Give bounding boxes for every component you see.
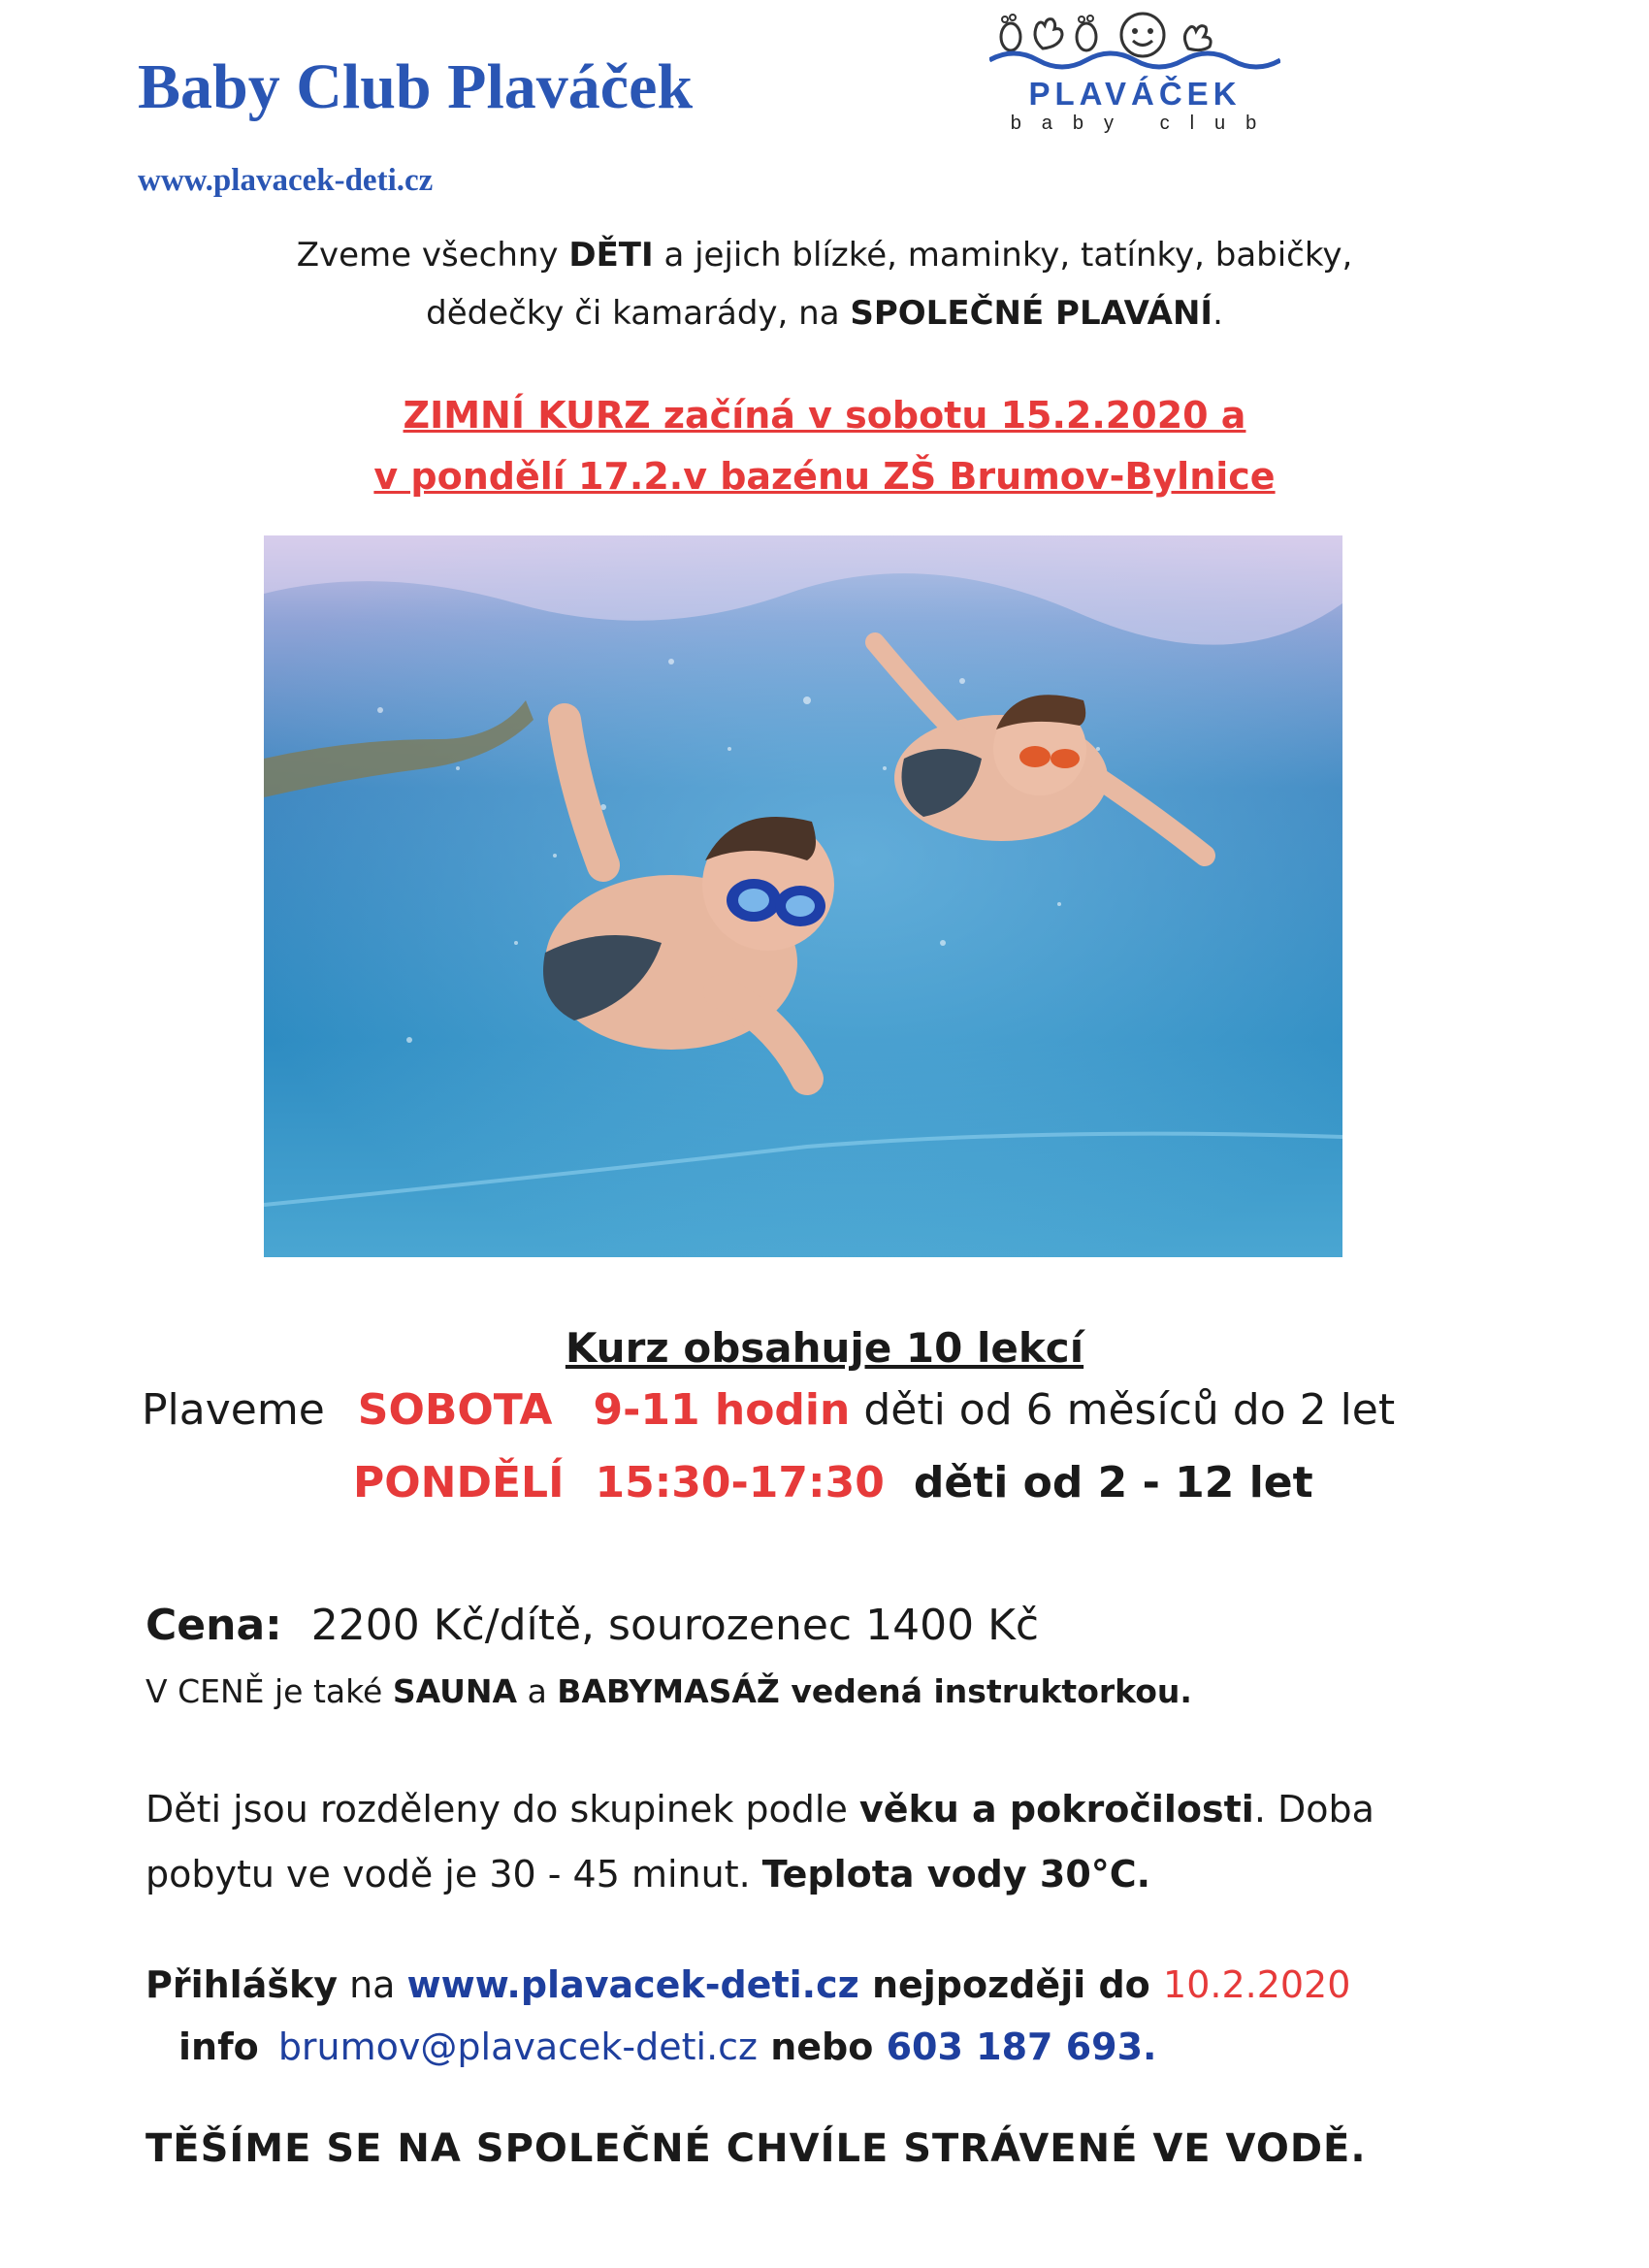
plavacek-logo [989, 10, 1280, 141]
invite-text: Zveme všechny [296, 236, 569, 275]
includes-text: a [517, 1672, 558, 1710]
includes-text: vedená instruktorkou. [779, 1672, 1192, 1710]
includes-massage: BABYMASÁŽ [557, 1672, 780, 1710]
info-label: info [178, 2025, 259, 2068]
contact-text: nebo [758, 2025, 887, 2068]
invite-text: a jejich blízké, maminky, tatínky, babičky, [653, 236, 1353, 275]
price-line [146, 1601, 1039, 1650]
website-link[interactable]: www.plavacek-deti.cz [138, 163, 434, 198]
signup-line [146, 1963, 1350, 2006]
lessons-heading: Kurz obsahuje 10 lekcí [565, 1324, 1084, 1372]
signup-url-link[interactable]: www.plavacek-deti.cz [406, 1963, 859, 2006]
invitation-line-1 [0, 229, 1649, 281]
groups-text: . Doba [1253, 1788, 1374, 1831]
email-link[interactable]: brumov@plavacek-deti.cz [277, 2025, 758, 2068]
signup-label: Přihlášky [146, 1963, 338, 2006]
includes-sauna: SAUNA [392, 1672, 518, 1710]
price-value: 2200 Kč/dítě, sourozenec 1400 Kč [310, 1601, 1040, 1650]
underwater-swimming-photo [264, 535, 1342, 1257]
closing-message: TĚŠÍME SE NA SPOLEČNÉ CHVÍLE STRÁVENÉ VE VODĚ. [146, 2126, 1367, 2171]
invitation-line-2 [0, 287, 1649, 340]
photo-illustration [264, 535, 1342, 1257]
price-label: Cena: [146, 1601, 282, 1650]
monday-day: PONDĚLÍ [353, 1458, 565, 1507]
groups-line-2 [146, 1853, 1150, 1895]
course-start-line-2: v pondělí 17.2.v bazénu ZŠ Brumov-Bylnice [373, 455, 1276, 498]
course-start-line-1: ZIMNÍ KURZ začíná v sobotu 15.2.2020 a [403, 394, 1246, 437]
contact-line [178, 2025, 1156, 2068]
price-includes [146, 1672, 1192, 1710]
monday-age: děti od 2 - 12 let [913, 1458, 1313, 1507]
schedule-saturday [142, 1385, 1395, 1435]
groups-text: pobytu ve vodě je 30 - 45 minut. [146, 1853, 762, 1895]
saturday-time: 9-11 hodin [593, 1385, 851, 1435]
signup-text: na [338, 1963, 407, 2006]
deadline-label: nejpozději do [858, 1963, 1164, 2006]
page-title: Baby Club Plaváček [138, 51, 694, 122]
schedule-label: Plaveme [142, 1385, 325, 1435]
water-temperature: Teplota vody 30°C. [761, 1853, 1151, 1895]
deadline-date: 10.2.2020 [1163, 1963, 1351, 2006]
saturday-day: SOBOTA [357, 1385, 553, 1435]
includes-text: je také [264, 1672, 393, 1710]
groups-text: Děti jsou rozděleny do skupinek podle [146, 1788, 859, 1831]
logo-graphic [989, 10, 1280, 78]
logo-name: PLAVÁČEK [1028, 76, 1242, 112]
invite-text: . [1212, 294, 1223, 333]
invite-emphasis: DĚTI [568, 236, 654, 275]
monday-time: 15:30-17:30 [595, 1458, 885, 1507]
phone-number[interactable]: 603 187 693. [886, 2025, 1157, 2068]
includes-text: V CENĚ [146, 1672, 265, 1710]
schedule-monday [353, 1458, 1313, 1507]
logo-subtitle: baby club [1010, 113, 1277, 134]
groups-line-1 [146, 1788, 1374, 1831]
invite-emphasis: SPOLEČNÉ PLAVÁNÍ [850, 294, 1213, 333]
groups-emphasis: věku a pokročilosti [858, 1788, 1254, 1831]
invite-text: dědečky či kamarády, na [426, 294, 851, 333]
saturday-age: děti od 6 měsíců do 2 let [863, 1385, 1396, 1435]
